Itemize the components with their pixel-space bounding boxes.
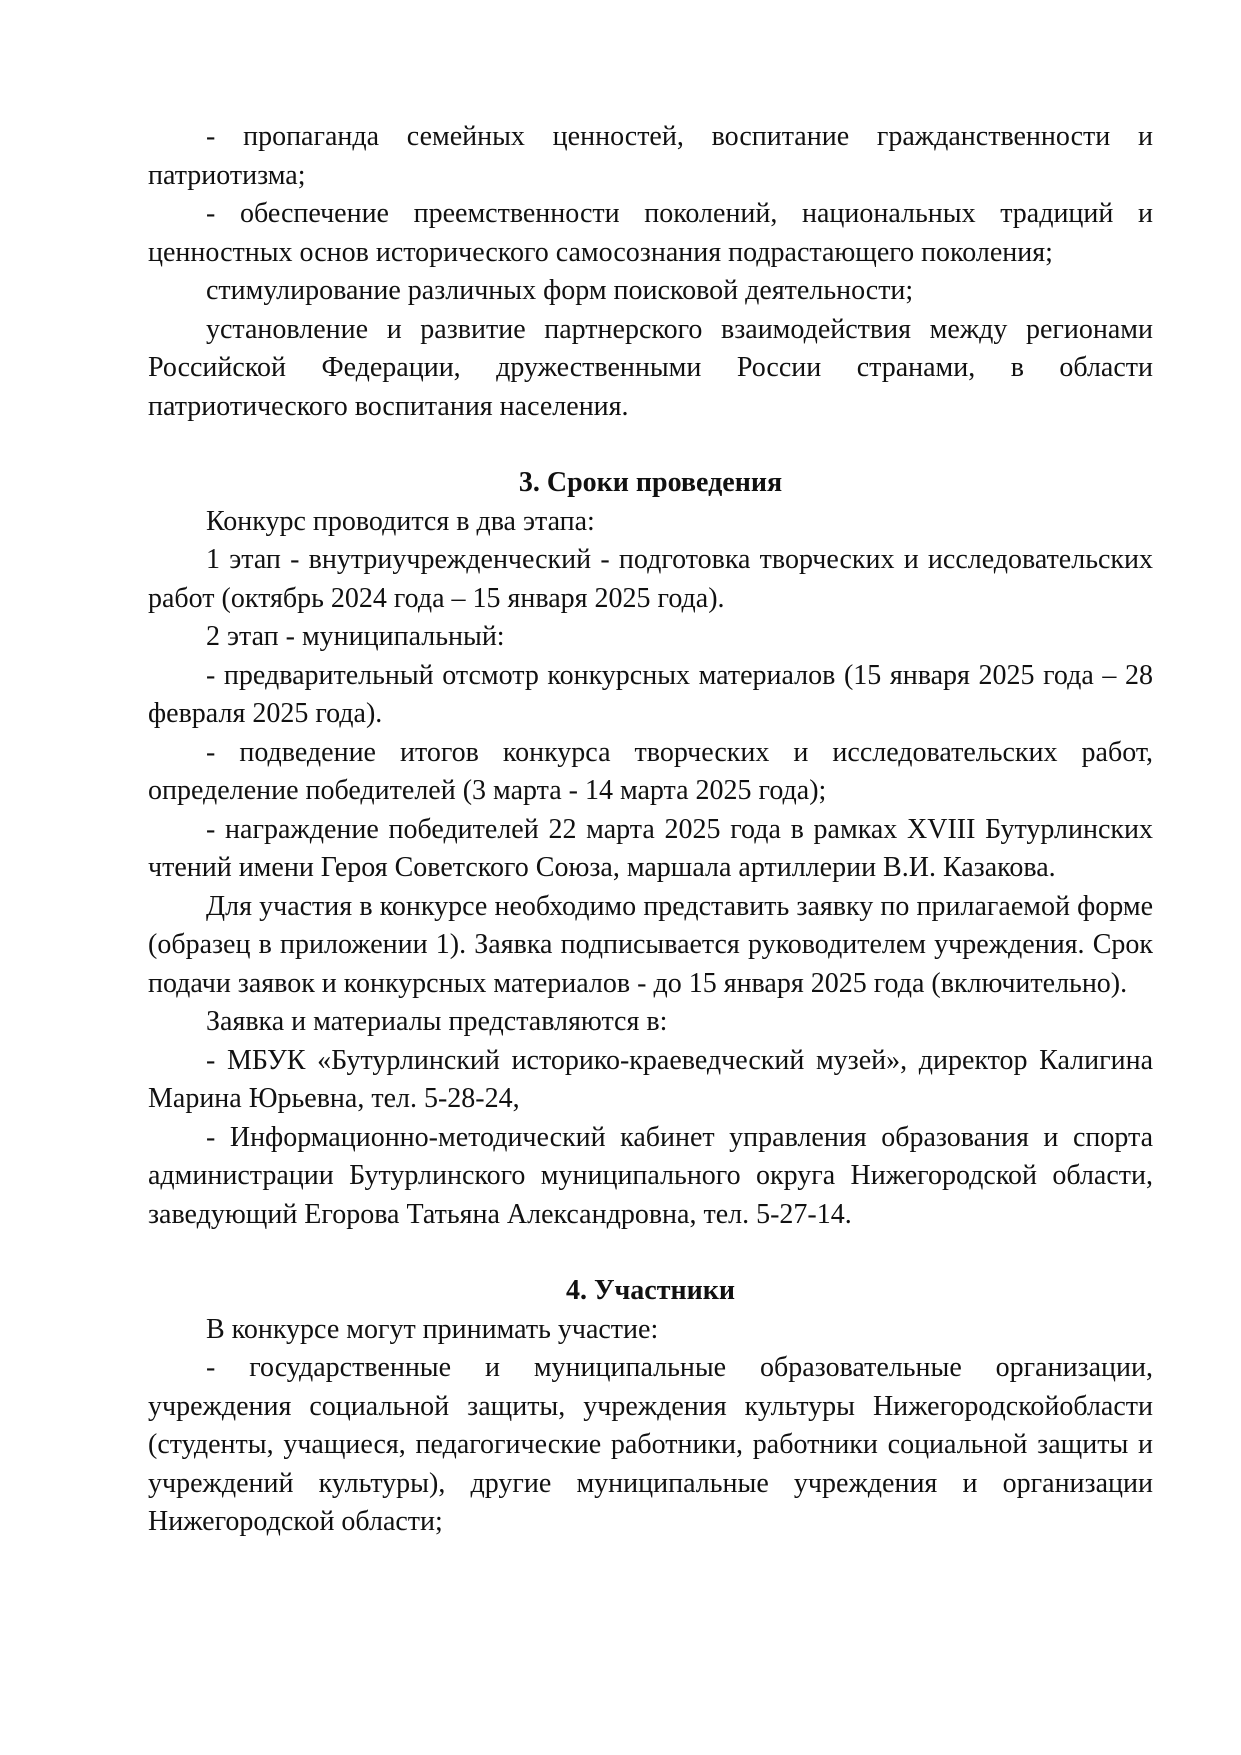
goal-generations: - обеспечение преемственности поколений, национальных традиций и ценностных основ исторического самосознания подрастающего поколения; xyxy=(148,198,1153,268)
participants-organizations: - государственные и муниципальные образовательные организации, учреждения социальной защиты, учреждения культуры Нижегородскойобласти (студенты, учащиеся, педагогические работники, работники социальной защиты и учреждений культуры), другие муниципальные учреждения и организации Нижегородской области; xyxy=(148,1352,1153,1537)
submission-intro: Заявка и материалы представляются в: xyxy=(206,1006,668,1037)
participants-intro: В конкурсе могут принимать участие: xyxy=(206,1313,659,1345)
stage-2-preview: - предварительный отсмотр конкурсных материалов (15 января 2025 года – 28 февраля 2025 года). xyxy=(148,659,1153,729)
stage-2-results: - подведение итогов конкурса творческих и исследовательских работ, определение победителей (3 марта - 14 марта 2025 года); xyxy=(148,736,1153,806)
contact-museum: - МБУК «Бутурлинский историко-краеведческий музей», директор Калигина Марина Юрьевна, тел. 5-28-24, xyxy=(148,1044,1153,1114)
goal-family-values: - пропаганда семейных ценностей, воспитание гражданственности и патриотизма; xyxy=(148,121,1153,191)
document-page xyxy=(148,118,1153,1542)
goal-partnership: установление и развитие партнерского взаимодействия между регионами Российской Федерации, дружественными России странами, в области патриотического воспитания населения. xyxy=(148,313,1153,422)
section-gap xyxy=(148,1234,1153,1272)
stage-1: 1 этап - внутриучрежденческий - подготовка творческих и исследовательских работ (октябрь 2024 года – 15 января 2025 года). xyxy=(148,544,1153,614)
application-info: Для участия в конкурсе необходимо представить заявку по прилагаемой форме (образец в приложении 1). Заявка подписывается руководителем учреждения. Срок подачи заявок и конкурсных материалов - до 15 января 2025 года (включительно). xyxy=(148,890,1153,999)
section-4-heading: 4. Участники xyxy=(565,1275,736,1306)
goal-search-activity: стимулирование различных форм поисковой деятельности; xyxy=(206,275,914,306)
section-3-heading: 3. Сроки проведения xyxy=(518,467,783,498)
section-gap xyxy=(148,426,1153,464)
stages-intro: Конкурс проводится в два этапа: xyxy=(206,505,595,537)
stage-2: 2 этап - муниципальный: xyxy=(206,621,505,652)
contact-methodical-office: - Информационно-методический кабинет управления образования и спорта администрации Бутурлинского муниципального округа Нижегородской области, заведующий Егорова Татьяна Александровна, тел. 5-27-14. xyxy=(148,1121,1153,1230)
stage-2-awards: - награждение победителей 22 марта 2025 года в рамках XVIII Бутурлинских чтений имени Героя Советского Союза, маршала артиллерии В.И. Казакова. xyxy=(148,813,1153,883)
